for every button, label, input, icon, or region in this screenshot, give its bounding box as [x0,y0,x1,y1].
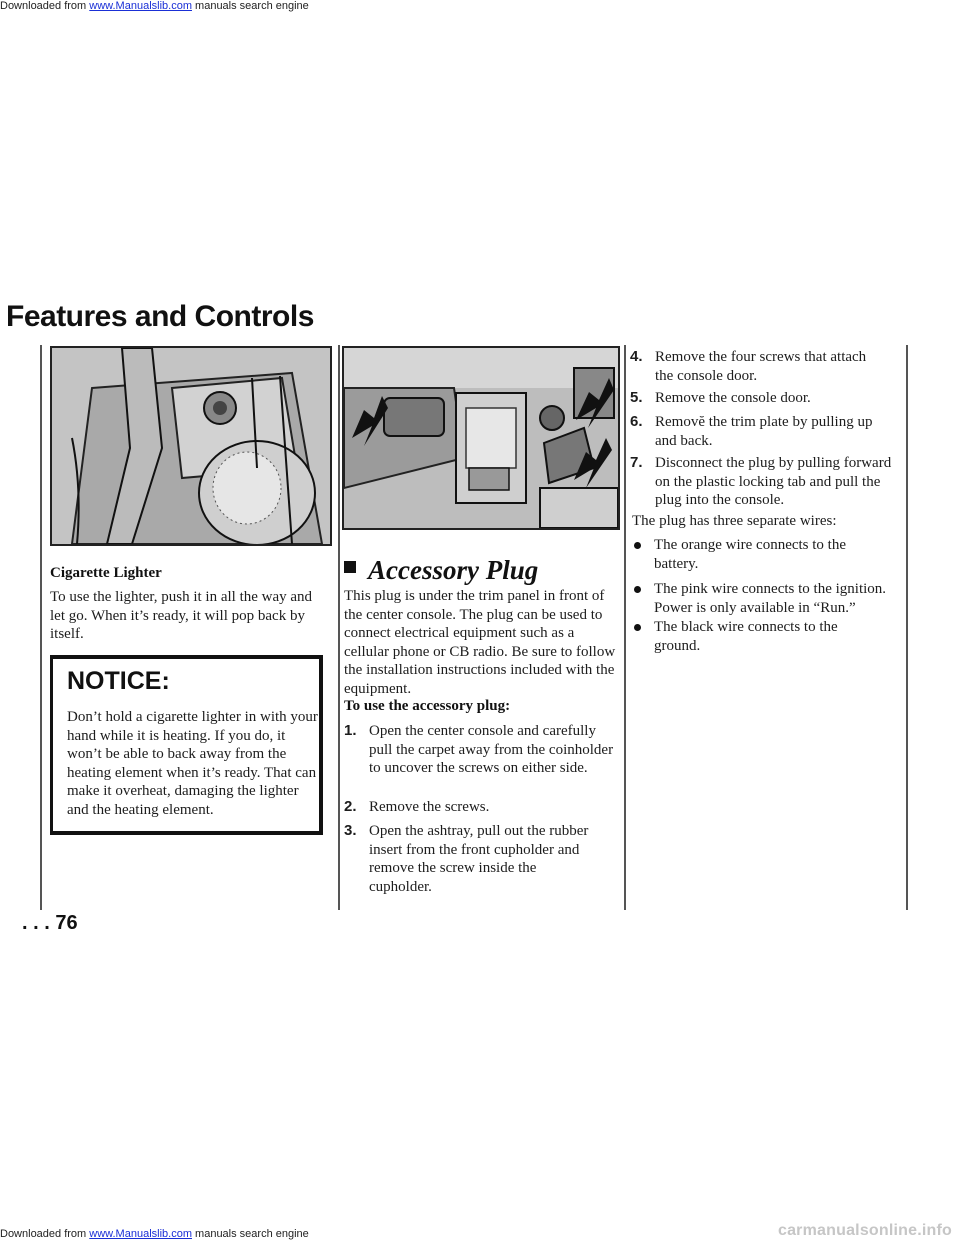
left-margin-rule [40,345,42,910]
step-number: 1. [344,722,357,739]
step-item [630,413,905,453]
footer-suffix: manuals search engine [191,1228,309,1240]
wire-text: The pink wire connects to the ignition. Power is only available in “Run.” [654,581,887,616]
step-number: 6. [630,413,643,430]
section-title: Features and Controls [6,300,314,333]
column-divider-1 [338,345,340,910]
banner-prefix: Downloaded from [0,0,90,12]
manualslib-footer-link[interactable]: www.Manualslib.com [89,1228,192,1240]
step-text: Removĕ the trim plate by pulling up and back. [655,414,873,449]
step-text: Remove the console door. [655,390,811,406]
watermark: carmanualsonline.info [777,1222,952,1239]
step-number: 4. [630,348,643,365]
notice-title: NOTICE: [67,667,170,695]
accessory-plug-heading-text: Accessory Plug [368,555,539,585]
wire-text: The orange wire connects to the battery. [654,537,847,572]
step-number: 2. [344,798,357,815]
wire-bullet [634,618,906,658]
accessory-plug-heading [344,555,538,586]
wires-intro: The plug has three separate wires: [632,513,837,529]
square-bullet-icon [344,561,356,573]
cigarette-lighter-heading: Cigarette Lighter [50,565,162,581]
cigarette-lighter-text: To use the lighter, push it in all the way and let go. When it’s ready, it will pop back by itself. [50,589,313,642]
accessory-plug-photo [342,346,620,530]
step-text: Remove the four screws that attach the console door. [655,349,867,384]
cigarette-lighter-illustration [52,348,330,544]
step-text: Open the center console and carefully pull the carpet away from the coinholder to uncover the screws on either side. [369,723,614,776]
step-item [630,348,905,388]
step-text: Disconnect the plug by pulling forward on the plastic locking tab and pull the plug into the console. [655,455,892,508]
accessory-plug-text: This plug is under the trim panel in front of the center console. The plug can be used to connect electrical equipment such as a cellular phone or CB radio. Be sure to follow the installation instructions included with the equipment. [344,588,616,697]
page-number: . . . 76 [22,912,78,934]
bullet-dot-icon [634,542,641,549]
bullet-dot-icon [634,624,641,631]
step-item [630,454,905,512]
step-item [630,389,905,409]
step-item [344,798,619,818]
accessory-plug-illustration [344,348,618,528]
notice-text: Don’t hold a cigarette lighter in with your hand while it is heating. If you do, it won’t be able to back away from the heating element when it’s ready. That can make it overheat, damaging the lighter and the heating element. [67,709,318,818]
step-item [344,722,619,796]
manualslib-link[interactable]: www.Manualslib.com [89,0,192,12]
notice-box [50,655,323,835]
wire-bullet [634,580,906,620]
column-divider-2 [624,345,626,910]
step-number: 7. [630,454,643,471]
step-text: Remove the screws. [369,799,490,815]
bullet-dot-icon [634,586,641,593]
step-text: Open the ashtray, pull out the rubber insert from the front cupholder and remove the screw inside the cupholder. [369,823,589,895]
accessory-plug-subheading: To use the accessory plug: [344,698,511,714]
footer-prefix: Downloaded from [0,1228,90,1240]
wire-bullet [634,536,906,576]
right-margin-rule [906,345,908,910]
step-number: 3. [344,822,357,839]
download-footer [0,1228,309,1240]
step-item [344,822,619,896]
wire-text: The black wire connects to the ground. [654,619,838,654]
step-number: 5. [630,389,643,406]
banner-suffix: manuals search engine [191,0,309,12]
cigarette-lighter-photo [50,346,332,546]
download-banner [0,0,960,14]
